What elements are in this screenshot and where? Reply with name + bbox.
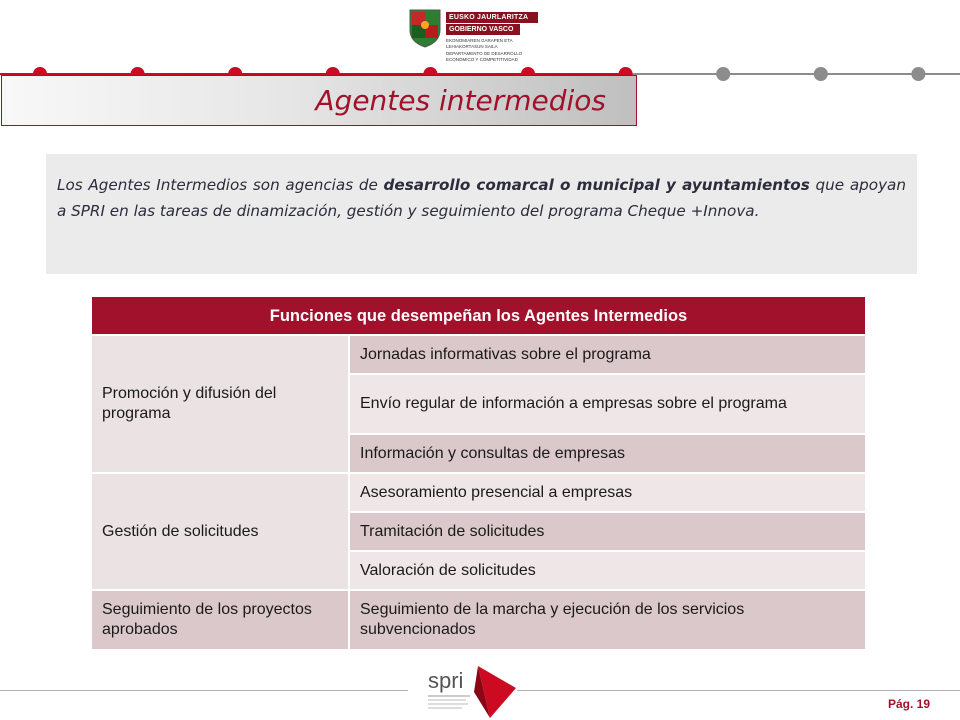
table-cell: Información y consultas de empresas	[349, 434, 866, 473]
group-follow-up: Seguimiento de los proyectos aprobados	[91, 590, 349, 650]
functions-table	[90, 295, 867, 651]
footer-divider-right	[517, 690, 960, 691]
intro-text-bold: desarrollo comarcal o municipal y ayuntamientos	[383, 176, 810, 194]
table-cell: Seguimiento de la marcha y ejecución de los servicios subvencionados	[349, 590, 866, 650]
table-cell: Jornadas informativas sobre el programa	[349, 335, 866, 374]
progress-dot-pending	[911, 67, 925, 81]
table-cell: Asesoramiento presencial a empresas	[349, 473, 866, 512]
footer-divider-left	[0, 690, 408, 691]
intro-text-2: que apoyan a SPRI en las tareas de dinamización, gestión y seguimiento del programa Cheque +Innova.	[57, 176, 906, 220]
title-banner	[1, 75, 637, 126]
table-header: Funciones que desempeñan los Agentes Intermedios	[91, 296, 866, 335]
group-promotion: Promoción y difusión del programa	[91, 335, 349, 473]
dept-name-basque: EKONOMIAREN GARAPEN ETA LEHIAKORTASUN SAILA	[446, 38, 513, 49]
table-cell: Envío regular de información a empresas sobre el programa	[349, 374, 866, 434]
table-cell: Tramitación de solicitudes	[349, 512, 866, 551]
dept-name-spanish: DEPARTAMENTO DE DESARROLLO ECONÓMICO Y COMPETITIVIDAD	[446, 51, 523, 62]
intro-paragraph	[57, 172, 906, 224]
coat-of-arms-icon	[408, 8, 442, 48]
gobierno-vasco-logo	[408, 8, 538, 66]
group-management: Gestión de solicitudes	[91, 473, 349, 590]
spri-logo-text: spri	[428, 668, 464, 693]
progress-dot-pending	[716, 67, 730, 81]
gv-name-basque: EUSKO JAURLARITZA	[446, 12, 538, 23]
intro-box	[46, 154, 917, 274]
gv-name-spanish: GOBIERNO VASCO	[446, 24, 520, 35]
page-title: Agentes intermedios	[315, 84, 606, 117]
progress-dot-pending	[814, 67, 828, 81]
table-cell: Valoración de solicitudes	[349, 551, 866, 590]
intro-text-1: Los Agentes Intermedios son agencias de	[57, 176, 384, 194]
spri-logo	[418, 658, 518, 720]
page-number: Pág. 19	[887, 697, 930, 711]
